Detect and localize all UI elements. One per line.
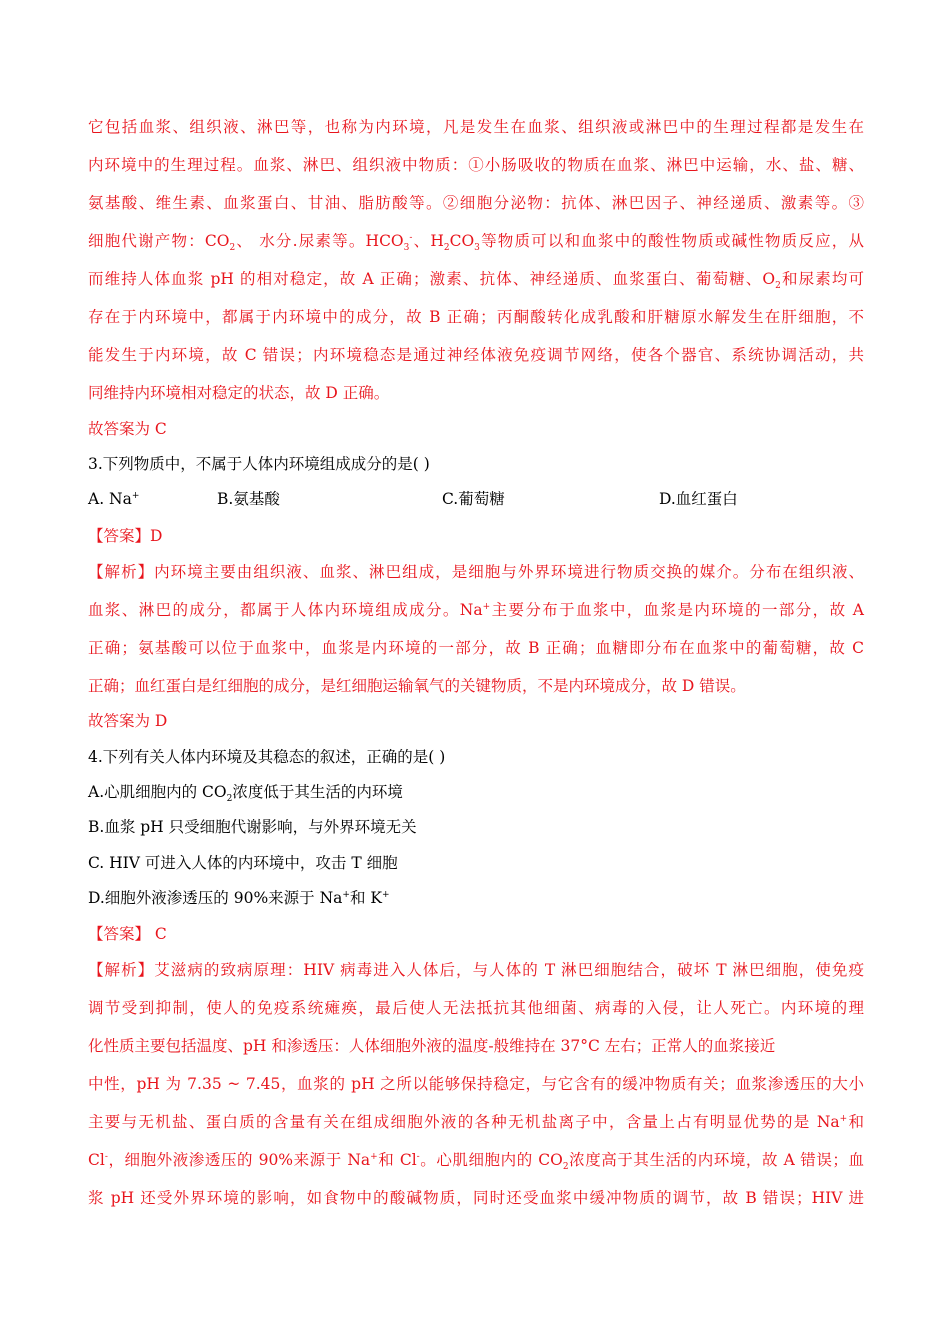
question-4-option-d: D.细胞外液渗透压的 90%来源于 Na+和 K+ (88, 889, 390, 907)
question-4-option-c: C. HIV 可进入人体的内环境中，攻击 T 细胞 (88, 854, 398, 872)
question-3-option-b: B.氨基酸 (217, 490, 280, 508)
question-4-option-b: B.血浆 pH 只受细胞代谢影响，与外界环境无关 (88, 818, 417, 836)
question-4-answer: 【答案】 C (88, 925, 167, 943)
explanation-4-line-3: 化性质主要包括温度、pH 和渗透压：人体细胞外液的温度-般维持在 37°C 左右；正常人的血浆接近 (88, 1037, 776, 1055)
question-3-answer: 【答案】D (88, 527, 163, 545)
explanation-2-line-4: 细胞代谢产物：$CO_2$、 水分.尿素等。$HCO_3^-$、$H_2CO_3$等物质可以和血浆中的酸性物质或碱性物质反应，从 (88, 232, 864, 254)
explanation-4-line-2: 调节受到抑制，使人的免疫系统瘫痪，最后使人无法抵抗其他细菌、病毒的入侵，让人死亡。内环境的理 (88, 999, 864, 1017)
explanation-2-line-7: 能发生于内环境，故 C 错误；内环境稳态是通过神经体液免疫调节网络，使各个器官、系统协调活动，共 (88, 346, 864, 364)
explanation-4-line-1: 【解析】艾滋病的致病原理：HIV 病毒进入人体后，与人体的 T 淋巴细胞结合，破坏 T 淋巴细胞，使免疫 (88, 961, 864, 979)
explanation-2-line-8: 同维持内环境相对稳定的状态，故 D 正确。 (88, 384, 390, 402)
question-3-option-a: A. Na+ (88, 490, 140, 508)
question-4-stem: 4.下列有关人体内环境及其稳态的叙述，正确的是( ) (88, 748, 446, 766)
answer-summary-3: 故答案为 D (88, 712, 168, 730)
explanation-4-line-7: 浆 pH 还受外界环境的影响，如食物中的酸碱物质，同时还受血浆中缓冲物质的调节，故 B 错误；HIV 进 (88, 1189, 864, 1207)
answer-summary-2: 故答案为 C (88, 420, 167, 438)
explanation-4-line-4: 中性，pH 为 7.35 ~ 7.45，血浆的 pH 之所以能够保持稳定，与它含有的缓冲物质有关；血浆渗透压的大小 (88, 1075, 864, 1093)
explanation-4-line-6: Cl-，细胞外液渗透压的 90%来源于 Na+和 Cl-。心肌细胞内的 $CO_2$浓度高于其生活的内环境，故 A 错误；血 (88, 1151, 864, 1173)
explanation-3-line-4: 正确；血红蛋白是红细胞的成分，是红细胞运输氧气的关键物质，不是内环境成分，故 D 错误。 (88, 677, 746, 695)
explanation-2-line-5: 而维持人体血浆 pH 的相对稳定，故 A 正确；激素、抗体、神经递质、血浆蛋白、葡萄糖、$O_2$和尿素均可 (88, 270, 864, 292)
question-4-option-a: A.心肌细胞内的 $CO_2$浓度低于其生活的内环境 (88, 783, 403, 805)
question-3-stem: 3.下列物质中，不属于人体内环境组成成分的是( ) (88, 455, 430, 473)
explanation-3-line-1: 【解析】内环境主要由组织液、血浆、淋巴组成，是细胞与外界环境进行物质交换的媒介。分布在组织液、 (88, 563, 864, 581)
explanation-2-line-3: 氨基酸、维生素、血浆蛋白、甘油、脂肪酸等。②细胞分泌物：抗体、淋巴因子、神经递质、激素等。③ (88, 194, 864, 212)
explanation-3-line-3: 正确；氨基酸可以位于血浆中，血浆是内环境的一部分，故 B 正确；血糖即分布在血浆中的葡萄糖，故 C (88, 639, 864, 657)
explanation-4-line-5: 主要与无机盐、蛋白质的含量有关在组成细胞外液的各种无机盐离子中，含量上占有明显优势的是 Na+和 (88, 1113, 864, 1131)
question-3-option-c: C.葡萄糖 (442, 490, 505, 508)
explanation-2-line-1: 它包括血浆、组织液、淋巴等，也称为内环境，凡是发生在血浆、组织液或淋巴中的生理过程都是发生在 (88, 118, 864, 136)
explanation-2-line-2: 内环境中的生理过程。血浆、淋巴、组织液中物质：①小肠吸收的物质在血浆、淋巴中运输，水、盐、糖、 (88, 156, 864, 174)
question-3-option-d: D.血红蛋白 (659, 490, 738, 508)
explanation-2-line-6: 存在于内环境中，都属于内环境中的成分，故 B 正确；丙酮酸转化成乳酸和肝糖原水解发生在肝细胞，不 (88, 308, 864, 326)
explanation-3-line-2: 血浆、淋巴的成分，都属于人体内环境组成成分。Na+主要分布于血浆中，血浆是内环境的一部分，故 A (88, 601, 865, 619)
